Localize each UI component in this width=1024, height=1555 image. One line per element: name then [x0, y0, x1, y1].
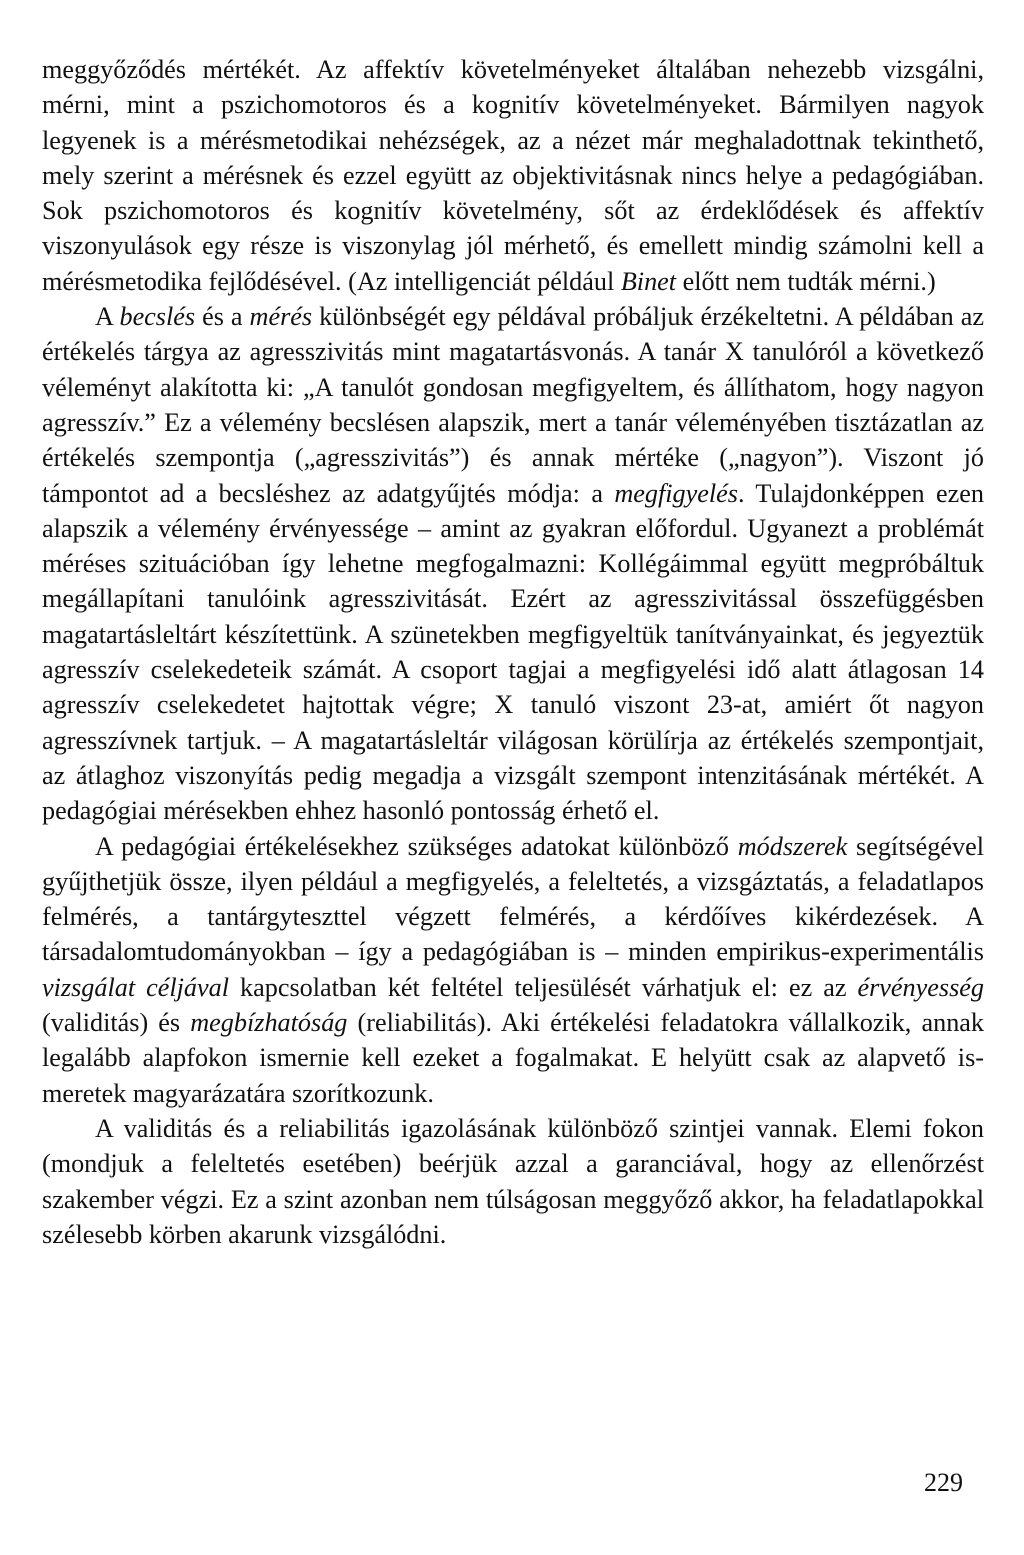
text-run: különbségét egy példával próbáljuk érzékeltetni. A példában az értékelés tárgya az agresszivitás mint magatartásvonás. A tanár X tanulóról a következő véleményt alakította ki: „A tanulót gondosan megfigyeltem, és állíthatom, hogy nagyon agresszív.” Ez a vélemény becslésen alapszik, mert a tanár véleményében tisztázatlan az értékelés szempontja („agresszivitás”) és annak mértéke („nagyon”). Viszont jó támpontot ad a becsléshez az adatgyűjtés módja: a: [42, 302, 984, 508]
text-run: meggyőződés mértékét. Az affektív követelményeket általában nehezebb vizsgálni, mérni, mint a pszichomotoros és a kognitív követelményeket. Bármilyen nagyok legyenek is a mérésmetodikai nehézségek, az a nézet már meghaladottnak tekinthető, mely szerint a mérésnek és ezzel együtt az objektivitásnak nincs helye a pedagógiában. Sok pszichomotoros és kognitív követelmény, sőt az érdeklődések és affektív viszonyulások egy része is viszonylag jól mérhető, és emellett mindig számolni kell a mérésmetodika fejlődésével. (Az intelligenciát például: [42, 55, 984, 296]
italic-text: érvényesség: [857, 972, 984, 1002]
text-run: előtt nem tudták mérni.): [676, 266, 936, 296]
italic-text: módszerek: [737, 831, 848, 861]
page-number: 229: [924, 1468, 963, 1497]
page-body: [42, 52, 984, 1252]
italic-text: megfigyelés: [614, 478, 738, 508]
italic-text: becslés: [119, 302, 196, 332]
paragraph-3: [42, 829, 984, 1111]
text-run: A: [95, 302, 120, 332]
text-run: (validitás) és: [42, 1008, 191, 1038]
text-run: A validitás és a reliabilitás igazolásának különböző szintjei vannak. Elemi fokon (mondjuk a feleltetés esetében) beérjük azzal a garanciával, hogy az ellenőrzést szakember végzi. Ez a szint azonban nem túlságosan meggyőző akkor, ha feladatlapokkal szélesebb körben akarunk vizsgálódni.: [42, 1113, 984, 1249]
text-run: és a: [195, 302, 250, 332]
text-run: . Tulajdonképpen ezen alapszik a vélemény érvényessége – amint az gyakran előfordul. Ugyanezt a problémát méréses szituációban így lehetne megfogalmazni: Kollégáimmal együtt megpróbáltuk megállapítani tanulóink agresszivitását. Ezért az agresszivitással összefüggésben magatartásleltárt készítettünk. A szünetekben megfigyeltük tanítványainkat, és jegyeztük agresszív cselekedeteik számát. A csoport tagjai a megfigyelési idő alatt átlagosan 14 agresszív cselekedetet hajtottak végre; X tanuló viszont 23-at, amiért őt nagyon agresszívnek tartjuk. – A magatartásleltár világosan körülírja az értékelés szempontjait, az átlaghoz viszonyítás pedig megadja a vizsgált szempont intenzitásának mértékét. A pedagógiai mérésekben ehhez hasonló pontosság érhető el.: [42, 478, 984, 826]
italic-text: vizsgálat céljával: [42, 972, 230, 1002]
paragraph-2: [42, 299, 984, 828]
text-run: kapcsolatban két feltétel teljesülését várhatjuk el: ez az: [229, 972, 858, 1002]
paragraph-4: [42, 1111, 984, 1252]
italic-text: Binet: [620, 266, 677, 296]
text-run: segítségével gyűjthetjük össze, ilyen például a megfigyelés, a feleltetés, a vizsgáztatás, a feladatlapos felmérés, a tantárgyteszttel végzett felmérés, a kérdőíves kikérdezések. A társadalomtudományokban – így a pedagógiában is – minden empirikus-experimentális: [42, 831, 984, 967]
italic-text: megbízhatóság: [190, 1008, 348, 1038]
paragraph-1: [42, 52, 984, 299]
italic-text: mérés: [249, 302, 313, 332]
text-run: A pedagógiai értékelésekhez szükséges adatokat különböző: [95, 831, 738, 861]
text-run: (reliabilitás). Aki értékelési feladatokra vállalkozik, annak legalább alapfokon ismernie kell ezeket a fogalmakat. E helyütt csak az alapvető ismeretek magyarázatára szorítkozunk.: [42, 1008, 985, 1108]
